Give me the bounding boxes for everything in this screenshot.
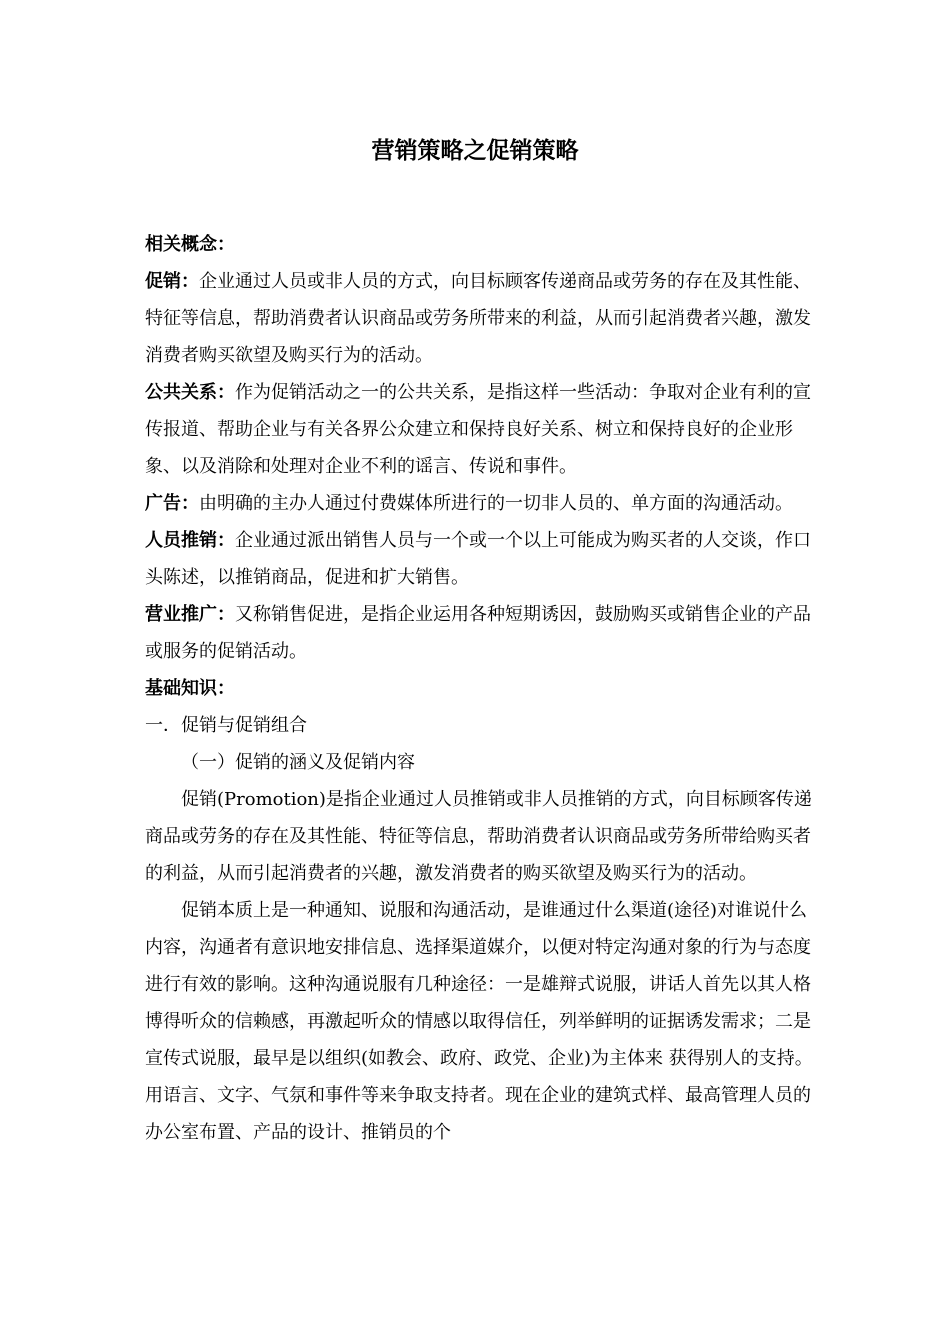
definition-item	[145, 485, 820, 522]
document-body	[145, 226, 820, 1151]
definition-text: 企业通过人员或非人员的方式，向目标顾客传递商品或劳务的存在及其性能、特征等信息，帮助消费者认识商品或劳务所带来的利益，从而引起消费者兴趣，激发消费者购买欲望及购买行为的活动。	[145, 271, 811, 366]
definition-term: 营业推广：	[145, 604, 235, 625]
concepts-heading: 相关概念：	[145, 234, 235, 255]
subsection-heading: （一）促销的涵义及促销内容	[181, 752, 415, 773]
basics-heading: 基础知识：	[145, 678, 235, 699]
definition-text: 由明确的主办人通过付费媒体所进行的一切非人员的、单方面的沟通活动。	[199, 493, 793, 514]
definition-text: 又称销售促进，是指企业运用各种短期诱因，鼓励购买或销售企业的产品或服务的促销活动。	[145, 604, 811, 662]
definition-term: 公共关系：	[145, 382, 235, 403]
definition-text: 企业通过派出销售人员与一个或一个以上可能成为购买者的人交谈，作口头陈述，以推销商品，促进和扩大销售。	[145, 530, 811, 588]
document-title: 营销策略之促销策略	[371, 138, 579, 164]
definition-text: 作为促销活动之一的公共关系，是指这样一些活动：争取对企业有利的宣传报道、帮助企业与有关各界公众建立和保持良好关系、树立和保持良好的企业形象、以及消除和处理对企业不利的谣言、传说和事件。	[145, 382, 811, 477]
definition-term: 促销：	[145, 271, 199, 292]
definition-item	[145, 522, 820, 596]
definition-item	[145, 374, 820, 485]
body-paragraph: 促销(Promotion)是指企业通过人员推销或非人员推销的方式，向目标顾客传递商品或劳务的存在及其性能、特征等信息，帮助消费者认识商品或劳务所带给购买者的利益，从而引起消费者的兴趣，激发消费者的购买欲望及购买行为的活动。	[145, 789, 812, 884]
section-heading: 一．促销与促销组合	[145, 715, 307, 736]
body-paragraph: 促销本质上是一种通知、说服和沟通活动，是谁通过什么渠道(途径)对谁说什么内容，沟通者有意识地安排信息、选择渠道媒介，以便对特定沟通对象的行为与态度进行有效的影响。这种沟通说服有几种途径：一是雄辩式说服，讲话人首先以其人格博得听众的信赖感，再激起听众的情感以取得信任，列举鲜明的证据诱发需求；二是宣传式说服，最早是以组织(如教会、政府、政党、企业)为主体来 获得别人的支持。用语言、文字、气氛和事件等来争取支持者。现在企业的建筑式样、最高管理人员的办公室布置、产品的设计、推销员的个	[145, 900, 813, 1143]
definition-term: 广告：	[145, 493, 199, 514]
definition-item	[145, 596, 820, 670]
definition-term: 人员推销：	[145, 530, 235, 551]
definition-item	[145, 263, 820, 374]
